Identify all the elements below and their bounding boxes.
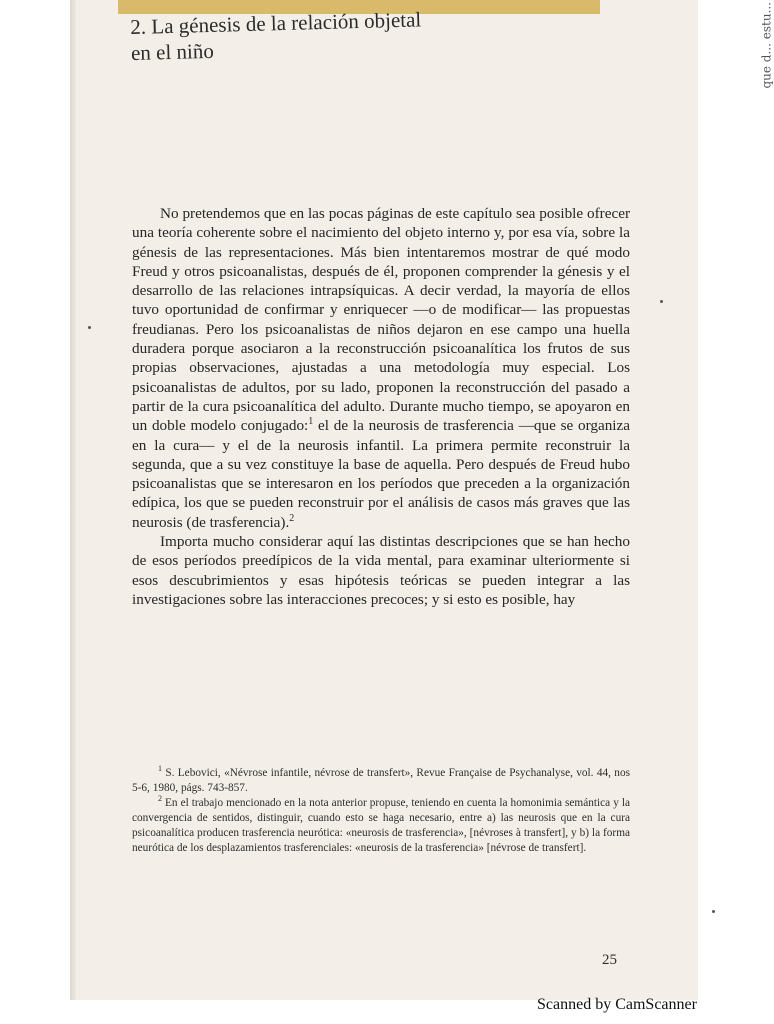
scan-speck [88,326,91,329]
paragraph [132,532,630,609]
footnote-1-text: S. Lebovici, «Névrose infantile, névrose de transfert», Revue Française de Psychanalyse, vol. 44, nos 5-6, 1980, págs. 743-857. [132,767,630,794]
scanner-watermark: Scanned by CamScanner [537,996,697,1013]
footnote-ref-1: 1 [308,416,314,428]
paragraph-text: Importa mucho considerar aquí las distintas descripciones que se han hecho de esos períodos preedípicos de la vida mental, para examinar ulteriormente si esos descubrimientos y esas hipótesis teóricas se pueden integrar a las investigaciones sobre las interacciones precoces; y si esto es posible, hay [132,533,630,608]
paragraph [132,204,630,532]
page-number: 25 [602,952,617,968]
footnote-2-text: En el trabajo mencionado en la nota anterior propuse, teniendo en cuenta la homonimia semántica y la convergencia de sentidos, distinguir, cuando esto se haga necesario, entre a) las neurosis que en la cura psicoanalítica producen trasferencia neurótica: «neurosis de trasferencia», [névroses à transfert], y b) la forma neurótica de los desplazamientos trasferenciales: «neurosis de la trasferencia» [névrose de transfert]. [132,797,630,854]
footnote-ref-2: 2 [289,512,295,524]
footnote-1 [132,766,630,796]
footnote-2-marker: 2 [158,794,162,804]
margin-note [700,0,774,89]
footnote-1-marker: 1 [158,764,162,774]
chapter-title-line-2: en el niño [130,38,215,65]
body-text [132,204,630,609]
margin-note-text: que d... estu... [760,2,774,89]
chapter-title-line-1: 2. La génesis de la relación objetal [130,7,422,39]
footnote-2 [132,796,630,856]
chapter-title [130,3,551,66]
footnotes [132,766,630,856]
paragraph-text: No pretendemos que en las pocas páginas de este capítulo sea posible ofrecer una teoría coherente sobre el nacimiento del objeto interno y, por esa vía, sobre la génesis de las representaciones. Más bien intentaremos mostrar de qué modo Freud y otros psicoanalistas, después de él, proponen comprender la génesis y el desarrollo de las relaciones intrapsíquicas. A decir verdad, la mayoría de ellos tuvo oportunidad de confirmar y enriquecer —o de modificar— las propuestas freudianas. Pero los psicoanalistas de niños dejaron en ese campo una huella duradera porque asociaron a la reconstrucción psicoanalítica los frutos de sus propias observaciones, ajustadas a una metodología muy especial. Los psicoanalistas de adultos, por su lado, proponen la reconstrucción del pasado a partir de la cura psicoanalítica del adulto. Durante mucho tiempo, se apoyaron en un doble modelo conjugado: [132,205,630,435]
scan-speck [660,300,663,303]
scan-speck [712,910,715,913]
paragraph-text-continued: el de la neurosis de trasferencia —que se organiza en la cura— y el de la neurosis infantil. La primera permite reconstruir la segunda, que a su vez constituye la base de aquella. Pero después de Freud hubo psicoanalistas que se interesaron en los períodos que preceden a la organización edípica, los que se pueden reconstruir por el análisis de casos más graves que las neurosis (de trasferencia). [132,417,631,531]
